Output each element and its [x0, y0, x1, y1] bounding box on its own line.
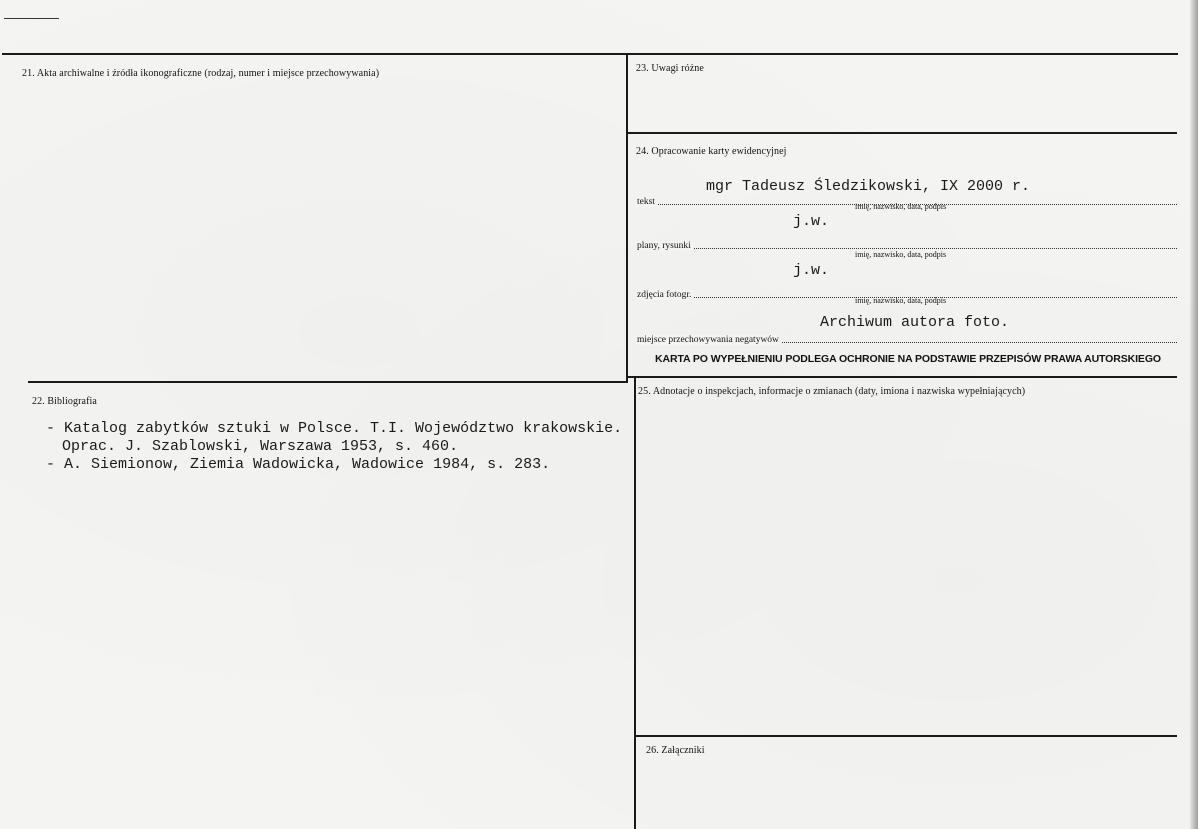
- bibliography-entry-continuation: Oprac. J. Szablowski, Warszawa 1953, s. 460.: [62, 438, 459, 455]
- bibliography-entry: - Katalog zabytków sztuki w Polsce. T.I. Województwo krakowskie.: [46, 420, 623, 437]
- section-24-label: 24. Opracowanie karty ewidencyjnej: [636, 146, 787, 157]
- plany-dotted-line: [637, 248, 1177, 249]
- plany-caption: imię, nazwisko, data, podpis: [855, 250, 947, 259]
- middle-rule-right: [627, 376, 1177, 378]
- section-23-label: 23. Uwagi różne: [636, 63, 704, 74]
- section-25-label: 25. Adnotacje o inspekcjach, informacje o zmianach (daty, imiona i nazwiska wypełniających): [638, 386, 1026, 397]
- zdjecia-value: j.w.: [793, 262, 830, 279]
- section-22-label: 22. Bibliografia: [32, 396, 97, 407]
- section-26-label: 26. Załączniki: [646, 745, 705, 756]
- zdjecia-caption: imię, nazwisko, data, podpis: [855, 296, 947, 305]
- plany-value: j.w.: [793, 213, 830, 230]
- center-rule-upper: [626, 53, 628, 383]
- plany-label: plany, rysunki: [637, 241, 691, 251]
- right-rule-23-24: [627, 132, 1177, 134]
- top-rule: [2, 53, 1178, 55]
- plany-field: [637, 237, 1177, 251]
- miejsce-field: [637, 331, 1177, 345]
- right-rule-25-26: [635, 735, 1177, 737]
- tekst-caption: imię, nazwisko, data, podpis: [855, 202, 947, 211]
- copyright-notice: KARTA PO WYPEŁNIENIU PODLEGA OCHRONIE NA PODSTAWIE PRZEPISÓW PRAWA AUTORSKIEGO: [655, 353, 1161, 365]
- miejsce-value: Archiwum autora foto.: [820, 314, 1010, 331]
- paper-edge-shadow: [1190, 0, 1198, 829]
- zdjecia-label: zdjęcia fotogr.: [637, 290, 692, 300]
- center-rule-lower: [634, 376, 636, 829]
- bibliography-entry: - A. Siemionow, Ziemia Wadowicka, Wadowice 1984, s. 283.: [46, 456, 551, 473]
- middle-rule-left: [28, 381, 628, 383]
- tekst-label: tekst: [637, 197, 655, 207]
- miejsce-label: miejsce przechowywania negatywów: [637, 335, 779, 345]
- bibliography-list: [46, 420, 622, 474]
- torn-edge-mark: [4, 18, 59, 19]
- tekst-value: mgr Tadeusz Śledzikowski, IX 2000 r.: [706, 178, 1031, 195]
- section-21-label: 21. Akta archiwalne i źródła ikonograficzne (rodzaj, numer i miejsce przechowywania): [22, 68, 380, 79]
